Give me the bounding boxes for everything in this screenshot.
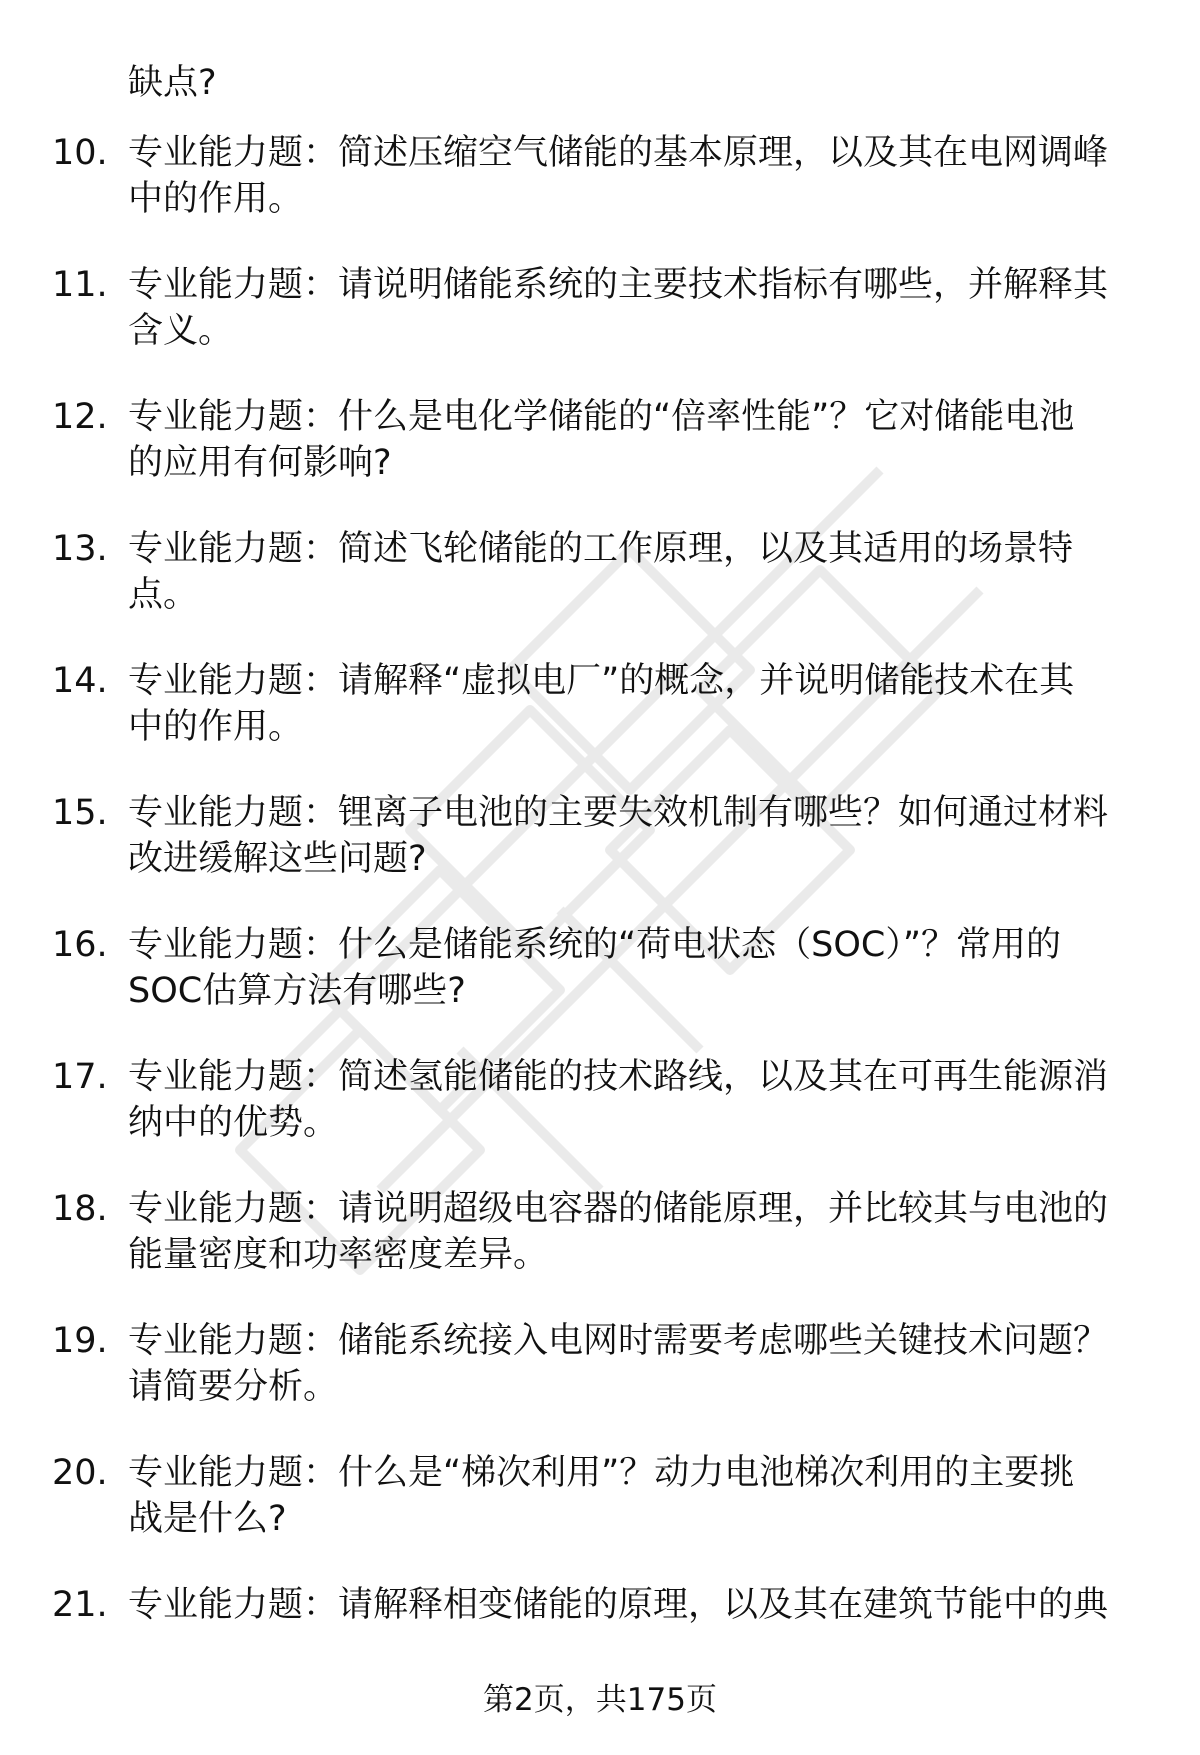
question-text-line-1: 专业能力题：简述飞轮储能的工作原理，以及其适用的场景特 — [128, 529, 1074, 569]
question-number: 16. — [52, 925, 108, 965]
question-number: 10. — [52, 133, 108, 173]
question-text-line-1: 专业能力题：请说明超级电容器的储能原理，并比较其与电池的 — [128, 1189, 1109, 1229]
question-text-line-2: 中的作用。 — [128, 707, 304, 747]
question-text-line-2: SOC估算方法有哪些? — [128, 971, 466, 1011]
question-number: 14. — [52, 661, 108, 701]
question-text-line-2: 请简要分析。 — [128, 1367, 339, 1407]
question-text-line-2: 改进缓解这些问题? — [128, 839, 427, 879]
question-text-line-1: 专业能力题：储能系统接入电网时需要考虑哪些关键技术问题？ — [128, 1321, 1109, 1361]
question-text-line-1: 专业能力题：简述压缩空气储能的基本原理，以及其在电网调峰 — [128, 133, 1109, 173]
question-number: 17. — [52, 1057, 108, 1097]
question-number: 12. — [52, 397, 108, 437]
question-text-line-1: 专业能力题：请解释“虚拟电厂”的概念，并说明储能技术在其 — [128, 661, 1075, 701]
question-text-line-1: 专业能力题：锂离子电池的主要失效机制有哪些？如何通过材料 — [128, 793, 1109, 833]
question-number: 19. — [52, 1321, 108, 1361]
question-text-line-2: 能量密度和功率密度差异。 — [128, 1235, 549, 1275]
question-number: 21. — [52, 1585, 108, 1625]
question-text-line-1: 专业能力题：什么是电化学储能的“倍率性能”？它对储能电池 — [128, 397, 1075, 437]
question-text-line-2: 战是什么? — [128, 1499, 287, 1539]
question-text-line-2: 纳中的优势。 — [128, 1103, 339, 1143]
question-text-line-2: 点。 — [128, 575, 199, 615]
question-number: 20. — [52, 1453, 108, 1493]
page-footer: 第2页，共175页 — [483, 1682, 717, 1718]
question-text-line-1: 专业能力题：简述氢能储能的技术路线，以及其在可再生能源消 — [128, 1057, 1109, 1097]
question-number: 15. — [52, 793, 108, 833]
question-text-line-1: 专业能力题：请解释相变储能的原理，以及其在建筑节能中的典 — [128, 1585, 1109, 1625]
question-number: 11. — [52, 265, 108, 305]
question-text-line-1: 专业能力题：请说明储能系统的主要技术指标有哪些，并解释其 — [128, 265, 1109, 305]
question-text-line-2: 含义。 — [128, 311, 234, 351]
question-number: 18. — [52, 1189, 108, 1229]
question-text-line-2: 中的作用。 — [128, 179, 304, 219]
question-number: 13. — [52, 529, 108, 569]
question-text-line-2: 的应用有何影响? — [128, 443, 392, 483]
question-text-line-1: 专业能力题：什么是储能系统的“荷电状态（SOC）”？常用的 — [128, 925, 1061, 965]
continued-text: 缺点? — [128, 63, 217, 103]
question-text-line-1: 专业能力题：什么是“梯次利用”？动力电池梯次利用的主要挑 — [128, 1453, 1075, 1493]
